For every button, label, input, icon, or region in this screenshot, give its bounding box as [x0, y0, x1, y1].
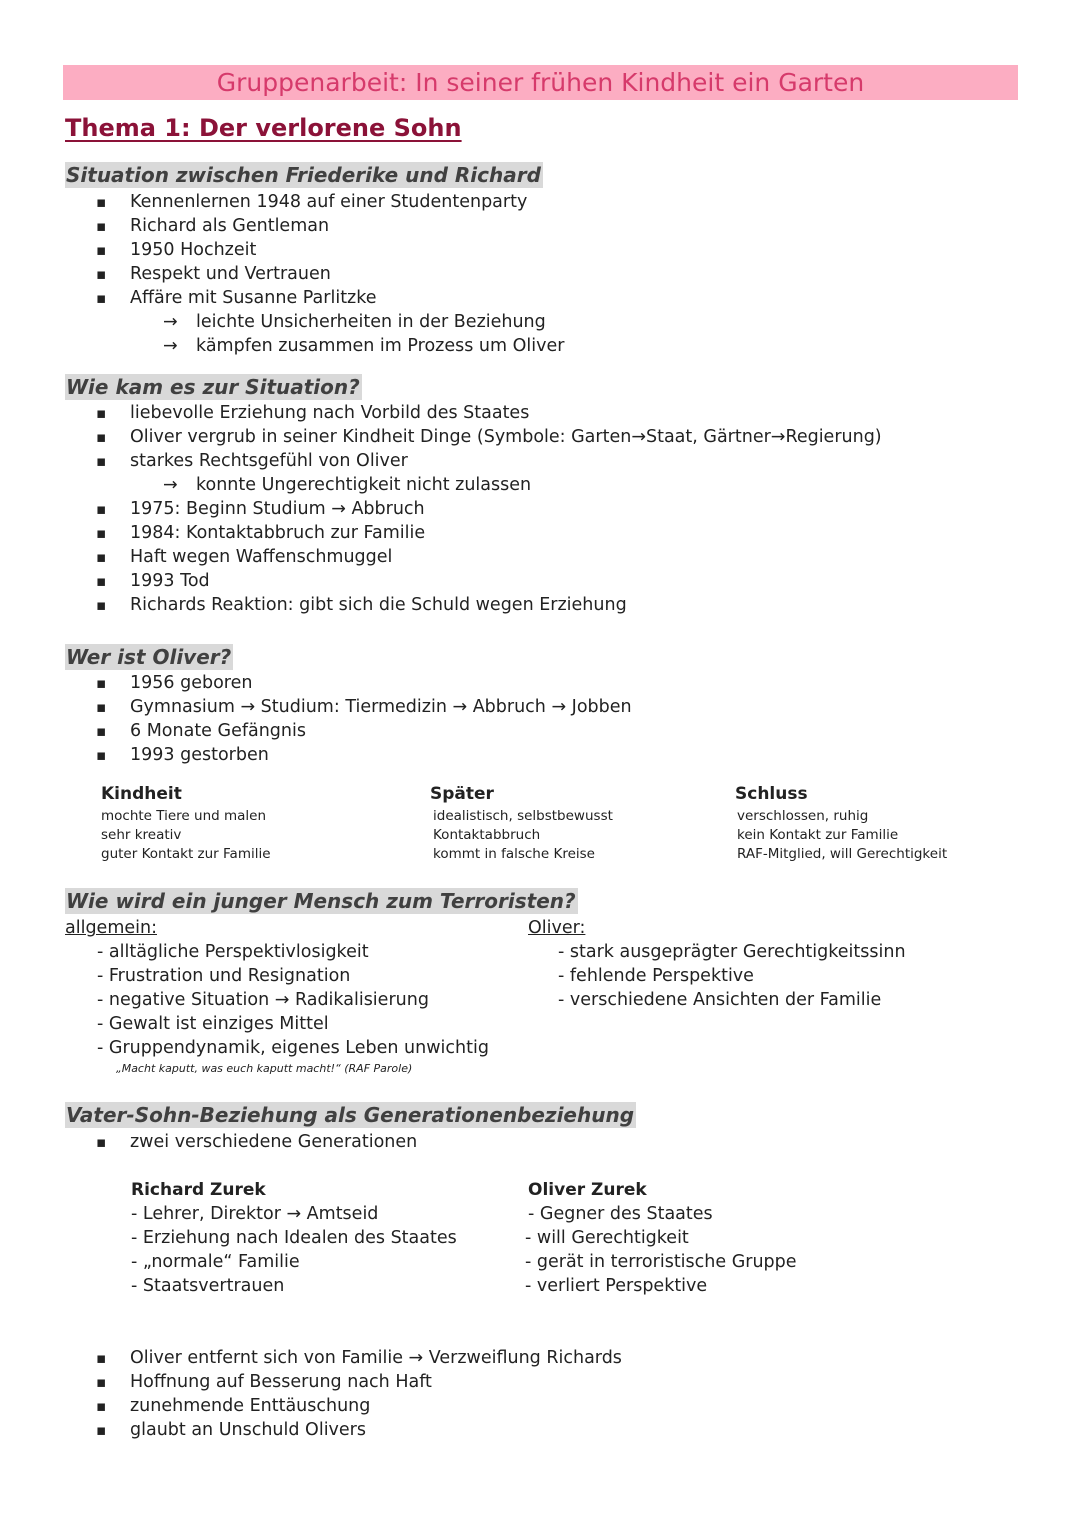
column-item: kommt in falsche Kreise [433, 846, 595, 862]
column-item: RAF-Mitglied, will Gerechtigkeit [737, 846, 948, 862]
raf-quote: „Macht kaputt, was euch kaputt macht!“ (RAF Parole) [116, 1062, 413, 1075]
bullet-item: ▪ 1993 Tod [96, 571, 210, 591]
section-heading-situation: Situation zwischen Friederike und Richard [66, 163, 541, 187]
dash-item: - Gruppendynamik, eigenes Leben unwichtig [97, 1038, 489, 1058]
dash-item: - stark ausgeprägter Gerechtigkeitssinn [558, 942, 906, 962]
section-heading-wie-kam-es: Wie kam es zur Situation? [66, 375, 360, 399]
column-title-schluss: Schluss [735, 784, 808, 804]
bullet-item: ▪ Gymnasium → Studium: Tiermedizin → Abbruch → Jobben [96, 697, 632, 717]
bullet-item: ▪ Haft wegen Waffenschmuggel [96, 547, 392, 567]
bullet-item: ▪ 1984: Kontaktabbruch zur Familie [96, 523, 425, 543]
dash-item: - fehlende Perspektive [558, 966, 754, 986]
richard-item: - Lehrer, Direktor → Amtseid [131, 1204, 379, 1224]
oliver-item: - Gegner des Staates [528, 1204, 713, 1224]
column-title-spaeter: Später [430, 784, 494, 804]
oliver-item: - verliert Perspektive [525, 1276, 708, 1296]
column-item: sehr kreativ [101, 827, 182, 843]
column-item: idealistisch, selbstbewusst [433, 808, 613, 824]
section-heading-terroristen: Wie wird ein junger Mensch zum Terroristen? [66, 889, 576, 913]
dash-item: - alltägliche Perspektivlosigkeit [97, 942, 369, 962]
arrow-item: → kämpfen zusammen im Prozess um Oliver [163, 336, 564, 356]
column-title-kindheit: Kindheit [101, 784, 182, 804]
column-item: Kontaktabbruch [433, 827, 541, 843]
richard-item: - Erziehung nach Idealen des Staates [131, 1228, 457, 1248]
page-title: Thema 1: Der verlorene Sohn [65, 114, 462, 142]
bullet-item: ▪ Hoffnung auf Besserung nach Haft [96, 1372, 432, 1392]
bullet-item: ▪ starkes Rechtsgefühl von Oliver [96, 451, 408, 471]
column-item: verschlossen, ruhig [737, 808, 869, 824]
richard-item: - „normale“ Familie [131, 1252, 300, 1272]
bullet-item: ▪ 1950 Hochzeit [96, 240, 256, 260]
page-banner: Gruppenarbeit: In seiner frühen Kindheit ein Garten [63, 65, 1018, 100]
column-item: guter Kontakt zur Familie [101, 846, 271, 862]
bullet-item: ▪ Richard als Gentleman [96, 216, 329, 236]
oliver-item: - will Gerechtigkeit [525, 1228, 689, 1248]
arrow-item: → konnte Ungerechtigkeit nicht zulassen [163, 475, 531, 495]
arrow-item: → leichte Unsicherheiten in der Beziehung [163, 312, 546, 332]
bullet-item: ▪ Respekt und Vertrauen [96, 264, 331, 284]
oliver-title: Oliver Zurek [528, 1180, 647, 1200]
column-item: mochte Tiere und malen [101, 808, 267, 824]
bullet-item: ▪ Oliver entfernt sich von Familie → Verzweiflung Richards [96, 1348, 622, 1368]
bullet-item: ▪ 6 Monate Gefängnis [96, 721, 306, 741]
dash-item: - Gewalt ist einziges Mittel [97, 1014, 329, 1034]
dash-item: - negative Situation → Radikalisierung [97, 990, 429, 1010]
dash-item: - verschiedene Ansichten der Familie [558, 990, 881, 1010]
bullet-item: ▪ Kennenlernen 1948 auf einer Studentenparty [96, 192, 527, 212]
bullet-item: ▪ Richards Reaktion: gibt sich die Schuld wegen Erziehung [96, 595, 627, 615]
bullet-item: ▪ Affäre mit Susanne Parlitzke [96, 288, 377, 308]
dash-item: - Frustration und Resignation [97, 966, 350, 986]
bullet-item: ▪ liebevolle Erziehung nach Vorbild des Staates [96, 403, 529, 423]
bullet-item: ▪ 1975: Beginn Studium → Abbruch [96, 499, 425, 519]
column-item: kein Kontakt zur Familie [737, 827, 899, 843]
oliver-item: - gerät in terroristische Gruppe [525, 1252, 797, 1272]
bullet-item: ▪ glaubt an Unschuld Olivers [96, 1420, 366, 1440]
bullet-item: ▪ 1956 geboren [96, 673, 252, 693]
label-oliver: Oliver: [528, 918, 586, 938]
label-allgemein: allgemein: [65, 918, 157, 938]
bullet-item: ▪ 1993 gestorben [96, 745, 269, 765]
richard-item: - Staatsvertrauen [131, 1276, 285, 1296]
bullet-item: ▪ zunehmende Enttäuschung [96, 1396, 370, 1416]
richard-title: Richard Zurek [131, 1180, 266, 1200]
bullet-item: ▪ zwei verschiedene Generationen [96, 1132, 417, 1152]
section-heading-wer-ist-oliver: Wer ist Oliver? [66, 645, 232, 669]
bullet-item: ▪ Oliver vergrub in seiner Kindheit Dinge (Symbole: Garten→Staat, Gärtner→Regierung) [96, 427, 882, 447]
section-heading-vater-sohn: Vater-Sohn-Beziehung als Generationenbeziehung [66, 1103, 635, 1127]
